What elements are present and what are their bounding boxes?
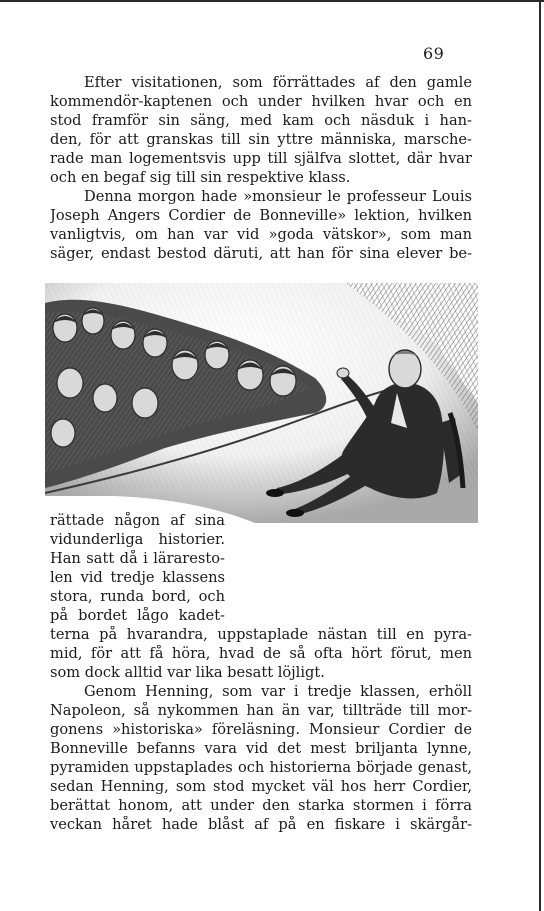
text-line: stora, runda bord, och <box>50 588 225 605</box>
text-line: sedan Henning, som stod mycket väl hos herr Cordier, <box>50 778 472 795</box>
text-line: Efter visitationen, som förrättades af den gamle <box>84 74 472 91</box>
text-line: den, för att granskas till sin yttre människa, marsche- <box>50 131 472 148</box>
text-line: vidunderliga historier. <box>50 531 225 548</box>
text-line: vanligtvis, om han var vid »goda vätskor», som man <box>50 226 472 243</box>
text-line: rade man logementsvis upp till själfva slottet, där hvar <box>50 150 472 167</box>
text-line: terna på hvarandra, uppstaplade nästan till en pyra- <box>50 626 472 643</box>
text-line: Bonneville befanns vara vid det mest briljanta lynne, <box>50 740 472 757</box>
page-number: 69 <box>423 44 445 63</box>
text-line: pyramiden uppstaplades och historierna började genast, <box>50 759 472 776</box>
text-line: Genom Henning, som var i tredje klassen, erhöll <box>84 683 472 700</box>
text-line: len vid tredje klassens <box>50 569 225 586</box>
text-line: veckan håret hade blåst af på en fiskare i skärgår- <box>50 816 472 833</box>
text-line: stod framför sin säng, med kam och näsduk i han- <box>50 112 472 129</box>
text-line: på bordet lågo kadet- <box>50 607 225 624</box>
text-line: mid, för att få höra, hvad de så ofta hört förut, men <box>50 645 472 662</box>
illustration-classroom-storyteller <box>45 283 478 523</box>
page-top-edge <box>0 0 544 2</box>
text-line: kommendör-kaptenen och under hvilken hvar och en <box>50 93 472 110</box>
text-line: Denna morgon hade »monsieur le professeur Louis <box>84 188 472 205</box>
text-line: rättade någon af sina <box>50 512 225 529</box>
text-line: som dock alltid var lika besatt löjligt. <box>50 664 325 681</box>
text-line: Han satt då i lärarestо- <box>50 550 225 567</box>
text-line: Napoleon, så nykommen han än var, tillträde till mor- <box>50 702 472 719</box>
text-line: och en begaf sig till sin respektive klass. <box>50 169 351 186</box>
page-right-edge <box>539 0 541 911</box>
text-line: Joseph Angers Cordier de Bonneville» lektion, hvilken <box>50 207 472 224</box>
text-line: gonens »historiska» föreläsning. Monsieur Cordier de <box>50 721 472 738</box>
text-line: berättat honom, att under den starka stormen i förra <box>50 797 472 814</box>
text-line: säger, endast bestod däruti, att han för sina elever be- <box>50 245 472 262</box>
